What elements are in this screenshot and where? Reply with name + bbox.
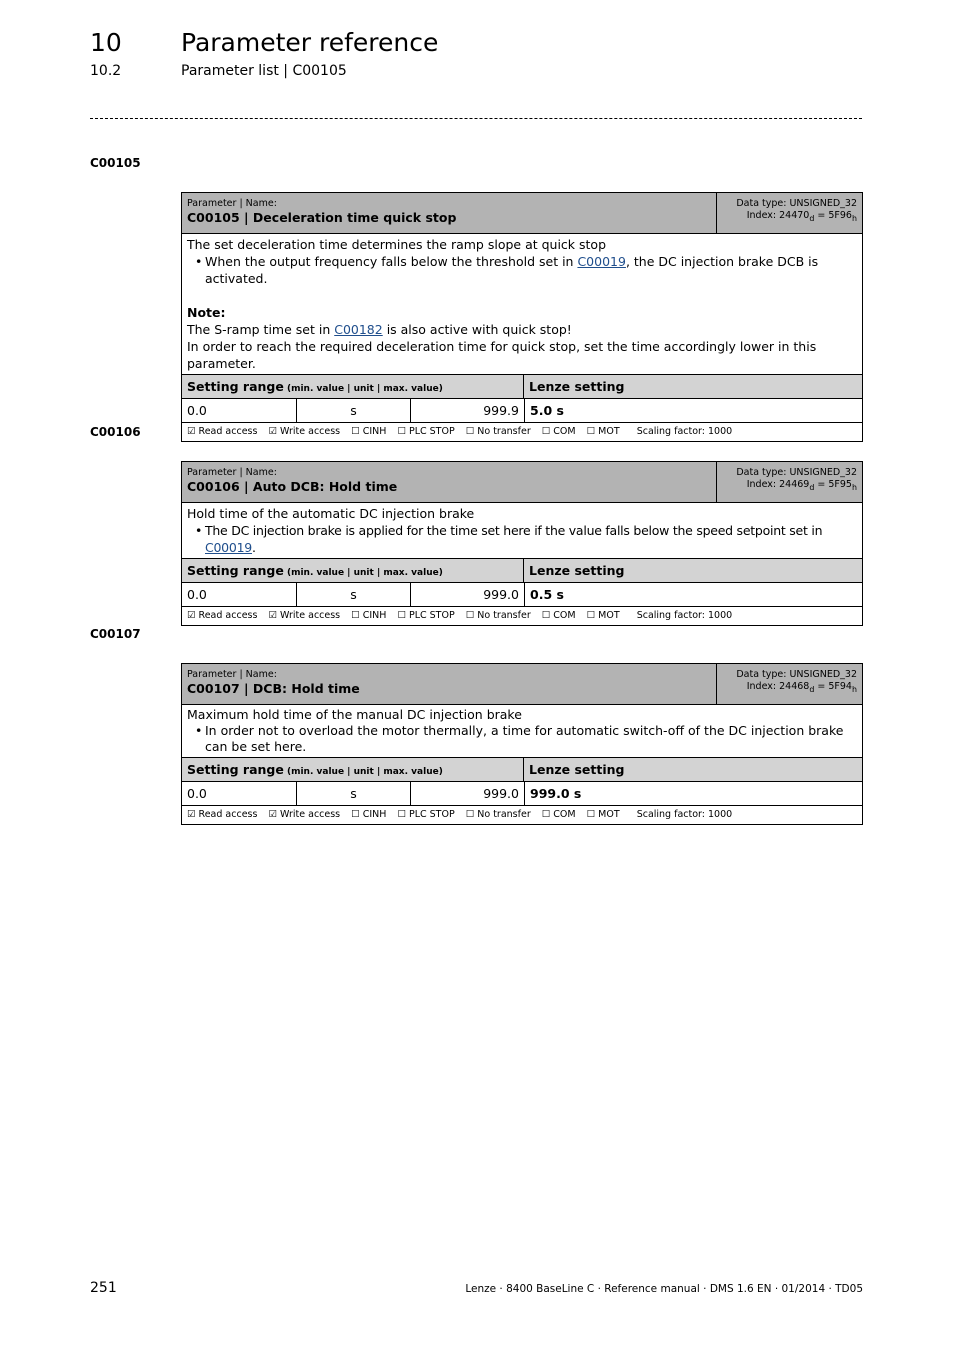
access-write: ☑ Write access	[268, 426, 341, 437]
access-cinh: ☐ CINH	[351, 426, 387, 437]
parameter-name-cell	[182, 664, 716, 704]
parameter-label: Parameter | Name:	[187, 467, 277, 478]
access-com: ☐ COM	[541, 809, 576, 820]
chapter-number: 10	[90, 28, 122, 57]
note-label: Note:	[187, 305, 226, 320]
setting-range-subtitle: (min. value | unit | max. value)	[283, 568, 443, 578]
access-row	[182, 607, 862, 625]
parameter-name-cell	[182, 193, 716, 233]
setting-range-header	[182, 374, 862, 399]
parameter-heading: C00105	[90, 156, 141, 170]
access-mot: ☐ MOT	[586, 610, 620, 621]
parameter-name-cell	[182, 462, 716, 502]
lenze-setting-title: Lenze setting	[529, 563, 625, 578]
access-plc-stop: ☐ PLC STOP	[397, 426, 455, 437]
parameter-header	[182, 193, 862, 234]
min-value: 0.0	[182, 782, 297, 805]
bullet-item: • The DC injection brake is applied for the time set here if the value falls below the speed setpoint set in C00019.	[195, 523, 823, 555]
chapter-title: Parameter reference	[181, 28, 439, 57]
data-type: Data type: UNSIGNED_32	[736, 467, 857, 478]
access-read: ☑ Read access	[187, 426, 258, 437]
access-no-transfer: ☐ No transfer	[465, 809, 531, 820]
access-plc-stop: ☐ PLC STOP	[397, 610, 455, 621]
description-text: Hold time of the automatic DC injection brake	[187, 506, 475, 521]
parameter-name: C00107 | DCB: Hold time	[187, 681, 360, 696]
page-number: 251	[90, 1280, 117, 1296]
parameter-type-cell	[716, 664, 862, 704]
access-read: ☑ Read access	[187, 809, 258, 820]
lenze-setting-title: Lenze setting	[529, 762, 625, 777]
setting-range-subtitle: (min. value | unit | max. value)	[283, 767, 443, 777]
parameter-header	[182, 462, 862, 503]
setting-range-subtitle: (min. value | unit | max. value)	[283, 384, 443, 394]
access-no-transfer: ☐ No transfer	[465, 610, 531, 621]
footer-text: Lenze · 8400 BaseLine C · Reference manual · DMS 1.6 EN · 01/2014 · TD05	[465, 1283, 863, 1295]
access-row	[182, 806, 862, 824]
unit: s	[297, 399, 411, 422]
access-write: ☑ Write access	[268, 809, 341, 820]
parameter-type-cell	[716, 193, 862, 233]
parameter-table	[181, 192, 863, 442]
setting-range-row	[182, 782, 862, 806]
setting-range-header	[182, 558, 862, 583]
note-line: In order to reach the required deceleration time for quick stop, set the time accordingly lower in this parameter.	[187, 339, 817, 371]
max-value: 999.0	[411, 583, 525, 606]
parameter-heading: C00107	[90, 627, 141, 641]
access-no-transfer: ☐ No transfer	[465, 426, 531, 437]
scaling-factor: Scaling factor: 1000	[636, 426, 733, 437]
lenze-setting-title: Lenze setting	[529, 379, 625, 394]
access-read: ☑ Read access	[187, 610, 258, 621]
access-write: ☑ Write access	[268, 610, 341, 621]
parameter-label: Parameter | Name:	[187, 198, 277, 209]
setting-range-row	[182, 583, 862, 607]
access-mot: ☐ MOT	[586, 809, 620, 820]
lenze-value: 999.0 s	[530, 786, 582, 801]
parameter-heading: C00106	[90, 425, 141, 439]
access-mot: ☐ MOT	[586, 426, 620, 437]
max-value: 999.9	[411, 399, 525, 422]
note-line: The S-ramp time set in C00182 is also active with quick stop!	[187, 322, 572, 337]
min-value: 0.0	[182, 399, 297, 422]
scaling-factor: Scaling factor: 1000	[636, 610, 733, 621]
parameter-table	[181, 461, 863, 626]
setting-range-title: Setting range	[187, 563, 284, 578]
setting-range-title: Setting range	[187, 379, 284, 394]
access-row	[182, 423, 862, 441]
parameter-index: Index: $24469_d = 5F95_h$	[746, 479, 857, 492]
access-plc-stop: ☐ PLC STOP	[397, 809, 455, 820]
access-cinh: ☐ CINH	[351, 610, 387, 621]
link-c00019[interactable]: C00019	[205, 540, 252, 555]
bullet-item: • In order not to overload the motor thermally, a time for automatic switch-off of the DC injection brake can be set here.	[195, 723, 844, 754]
description-text: Maximum hold time of the manual DC injection brake	[187, 707, 522, 722]
link-c00182[interactable]: C00182	[334, 322, 383, 337]
setting-range-header	[182, 757, 862, 782]
parameter-name: C00105 | Deceleration time quick stop	[187, 210, 457, 225]
section-number: 10.2	[90, 63, 122, 79]
access-com: ☐ COM	[541, 610, 576, 621]
parameter-index: Index: $24468_d = 5F94_h$	[746, 681, 857, 694]
lenze-value: 0.5 s	[530, 587, 564, 602]
section-title: Parameter list | C00105	[181, 63, 347, 79]
bullet-item: • When the output frequency falls below the threshold set in C00019, the DC injection brake DCB is activated.	[195, 254, 819, 286]
access-com: ☐ COM	[541, 426, 576, 437]
unit: s	[297, 782, 411, 805]
parameter-index: Index: $24470_d = 5F96_h$	[746, 210, 857, 223]
min-value: 0.0	[182, 583, 297, 606]
data-type: Data type: UNSIGNED_32	[736, 669, 857, 680]
parameter-table	[181, 663, 863, 825]
link-c00019[interactable]: C00019	[577, 254, 626, 269]
setting-range-title: Setting range	[187, 762, 284, 777]
max-value: 999.0	[411, 782, 525, 805]
parameter-description	[182, 503, 862, 558]
setting-range-row	[182, 399, 862, 423]
lenze-value: 5.0 s	[530, 403, 564, 418]
parameter-description	[182, 705, 862, 757]
data-type: Data type: UNSIGNED_32	[736, 198, 857, 209]
header-divider	[90, 118, 862, 119]
parameter-label: Parameter | Name:	[187, 669, 277, 680]
parameter-description	[182, 234, 862, 374]
unit: s	[297, 583, 411, 606]
parameter-header	[182, 664, 862, 705]
parameter-type-cell	[716, 462, 862, 502]
parameter-name: C00106 | Auto DCB: Hold time	[187, 479, 398, 494]
scaling-factor: Scaling factor: 1000	[636, 809, 733, 820]
description-text: The set deceleration time determines the ramp slope at quick stop	[187, 237, 607, 252]
access-cinh: ☐ CINH	[351, 809, 387, 820]
